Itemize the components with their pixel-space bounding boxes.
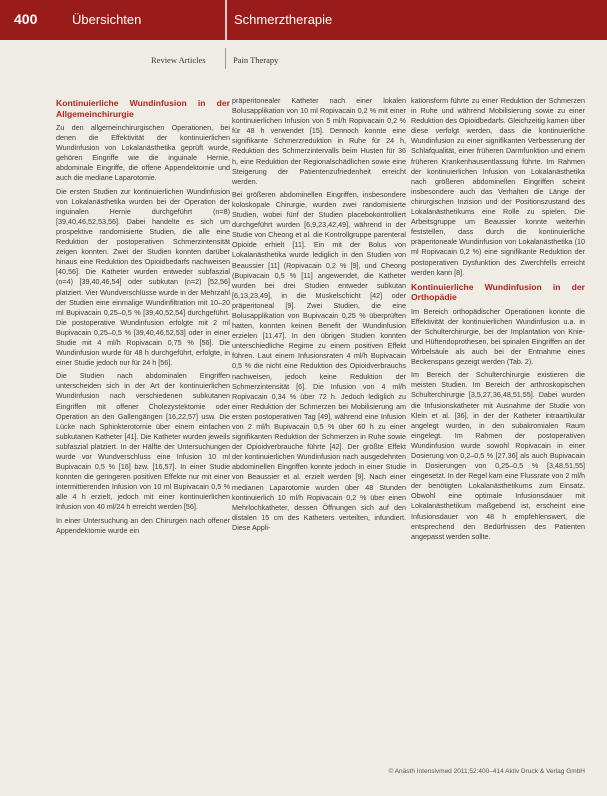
section-heading: Kontinuierliche Wundinfusion in der Allgemeinchirurgie <box>56 98 230 119</box>
page-number: 400 <box>14 11 38 27</box>
paragraph: präperitonealer Katheter nach einer lokalen Bolusapplikation von 10 ml Ropivacain 0,2 % mit einer kontinuierlichen Infusion von 5 ml/h Ropivacain 0,2 % für 48 h verwendet [15]. Dennoch konnte eine signifikante Schmerzreduktion in Ruhe für 24 h, Reduktion des Schmerzintervalls beim Husten für 36 h, eine Reduktion der Regionalschädlichen sowie eine Steigerung der Patientenzufriedenheit erreicht werden. <box>232 96 406 186</box>
text-column-2 <box>232 96 406 536</box>
paragraph: Im Bereich orthopädischer Operationen konnte die Effektivität der kontinuierlichen Wundinfusion u.a. in der Schulterchirurgie, bei der Implantation von Knie- und Hüftendoprothesen, bei spinalen Eingriffen an der Wirbelsäule als auch bei der Entnahme eines Beckenspans gezeigt werden (Tab. 2). <box>411 306 585 367</box>
header-bar <box>0 0 607 40</box>
section-title-right: Schmerztherapie <box>234 12 333 27</box>
subheader-divider <box>225 48 226 69</box>
paragraph: Im Bereich der Schulterchirurgie existieren die meisten Studien. Im Bereich der arthroskopischen Schulterchirurgie [3,5,27,36,48,51,55]. Dabei wurden die Infusionskatheter mit Ausnahme der Studie von Klein et al. [36], in der der Katheter intraartikulär angelegt wurden, in den subakromialen Raum eingelegt. Im Rahmen der postoperativen Wundinfusion wurde sowohl Ropivacain in einer Dosierung von 0,2–0,5 % [27,36] als auch Bupivacain in Dosierungen von 0,25–0,5 % [3,48,51,55] eingesetzt. In der Regel kam eine Flussrate von 2 ml/h der benötigten Lokalanästhetikums zum Einsatz. Obwohl eine optimale Infusionsdauer mit Lokalanästhetikum maßgebend ist, erscheint eine Infusionsdauer von 48 h empfehlenswert, die entsprechend den Bedürfnissen des Patienten angepasst werden sollte. <box>411 370 585 541</box>
header-divider <box>225 0 227 40</box>
section-title-left: Übersichten <box>72 12 142 27</box>
text-column-3 <box>411 96 585 545</box>
paragraph: Zu den allgemeinchirurgischen Operationen, bei denen die Effektivität der kontinuierlichen Wundinfusion von Lokalanästhetika geprüft wurde, gehören Eingriffe wie die inguinale Hernie, abdominale Eingriffe, die offene Appendektomie und auch die mediane Laparotomie. <box>56 123 230 183</box>
paragraph: kationsform führte zu einer Reduktion der Schmerzen in Ruhe und während Mobilisierung sowie zu einer Reduktion des Opioidbedarfs. Gleichzeitig kamen über diese verfolgt werden, dass die kontinuierliche Wundinfusion zu einer signifikanten Verbesserung der Schlafqualität, einer früheren Darmfunktion und einem früheren Krankenhausentlassung führte. Im Rahmen der kontinuierlichen Infusion von Lokalanästhetika nach größeren abdominellen Eingriffen scheint insbesondere auch das Verhalten die Länge der chirurgischen Inzision und der Positionszustand des Lokalanästhetikums eine Rolle zu spielen. Die Arbeitsgruppe um Beaussier konnte weiterhin feststellen, dass durch die kontinuierliche präperitoneale Wundinfusion von Lokalanästhetika (10 ml Ropivacain 0,2 %) eine signifikante Reduktion der postoperativen Dysfunktion des Zwerchfells erreicht werden kann [8]. <box>411 96 585 277</box>
paragraph: Die ersten Studien zur kontinuierlichen Wundinfusion von Lokalanästhetika wurden bei der Operation der inguinalen Hernie durchgeführt (n=8) [39,40,46,52,53,56]. Dabei handelte es sich um prospektive randomisierte Studien, die alle eine Reduktion der postoperativen Schmerzintensität zeigen konnten. Zwei der Studien konnten darüber hinaus eine Reduktion des Opioidbedarfs nachweisen [40,56]. Die Katheter wurden entweder subfaszial (n=4) [39,40,46,54] oder subkutan (n=2) [52,56] platziert. Vier Wundverschlüsse wurde in der Mehrzahl der Studien eine einmalige Wundinfiltration mit 10–20 ml Bupivacain 0,25–0,5 % [39,40,52,54] durchgeführt. Die postoperative Wundinfusion erfolgte mit 2 ml Bupivacain 0,25–0,5 % [39,40,46,52,53] oder in einer Studie mit 4 ml/h Ropivacain 0,75 % [56]. Die Wundinfusion wurde für 48 h durchgeführt, erfolgte, in einer Studie jedoch nur für 24 h [56]. <box>56 186 230 368</box>
paragraph: Bei größeren abdominellen Eingriffen, insbesondere koloskopale Chirurgie, wurden zwei randomisierte Studien, wobei fünf der Studien placebokontrolliert durchgeführt wurden [6,9,23,42,49], während in der Studie von Cheong et al. die Kontrollgruppe parenteral Opioide erhielt [11]. Ein mit der Bolus von Lokalanästhetika wurde lediglich in den Studien von Beaussier [11] (Ropivacain 0,2 % [9], und Cheong (Bupivacain 0,5 % [11] angewendet, die Katheter wurden bei drei Studien entweder subkutan [6,13,23,49], in die Muskelschicht [42] oder präperitoneal [9]. Zwei Studien, die eine Bolusapplikation von Bupivacain 0,25 % überprüften hatten, konnten keinen Benefit der Wundinfusion erzielen [11,47]. In den übrigen Studien konnten unterschiedliche Regime zu einem positiven Effekt führen. Laut einem Infusionsraten 4 ml/h Bupivacain 0,5 % die nicht eine Reduktion des Opioidverbrauchs nachweisen, jedoch keine Reduktion der Schmerzintensität [6]. Die Infusion von 4 ml/h Ropivacain 0,34 % über 72 h. Jedoch lediglich zu einer Reduktion der Schmerzen bei Mobilisierung am ersten postoperativen Tag [49], während eine Infusion von 2 ml/h Bupivacain 0,5 % über 60 h zu einer signifikanten Reduktion der Schmerzen in Ruhe sowie der Opioidverbrauche führte [42]. Der größte Effekt der kontinuierlichen Wundinfusion nach ausgedehnten abdominellen Eingriffen konnte jedoch in einer Studie von Beaussier et al. erzielt werden [9]. Nach einer medianen Laparotomie wurden über 48 Stunden kontinuierlich 10 ml/h Ropivacain 0,2 % über einen Mehrlochkatheter, dessen Öffnungen sich auf den distalen 15 cm des Katheters verteilten, infundiert. Diese Appli- <box>232 189 406 532</box>
text-column-1 <box>56 98 230 539</box>
paragraph: In einer Untersuchung an den Chirurgen nach offener Appendektomie wurde ein <box>56 515 230 535</box>
subheader-right: Pain Therapy <box>233 55 279 65</box>
footer-copyright: © Anästh Intensivmed 2011;52:400–414 Aktiv Druck & Verlag GmbH <box>388 768 585 775</box>
section-heading: Kontinuierliche Wundinfusion in der Orthopädie <box>411 281 585 303</box>
subheader-left: Review Articles <box>151 55 206 65</box>
paragraph: Die Studien nach abdominalen Eingriffen unterscheiden sich in der Art der kontinuierlichen Wundinfusion nach verschiedenen subkutanen Eingriffen mit offener Cholezystektomie oder Operation an den Gallengängen [16,22,57] usw. Die Lücke nach Sphinkterotomie über einem einfachen subkutanen Katheter [41]. Die Katheter wurden jeweils subfaszial platziert. In der Hälfte der Untersuchungen wurde vor Wundverschluss eine Infusion 10 ml Bupivacain 0,5 % [16] bzw. [16,57]. In einer Studie konnten die geringeren positiven Effekte nur mit einer intermittierenden Infusion von 10 ml Bupivacain 0,5 % alle 4 h erzielt, jedoch mit einer kontinuierlichen Infusion von 40 ml/24 h erreicht werden [56]. <box>56 371 230 512</box>
